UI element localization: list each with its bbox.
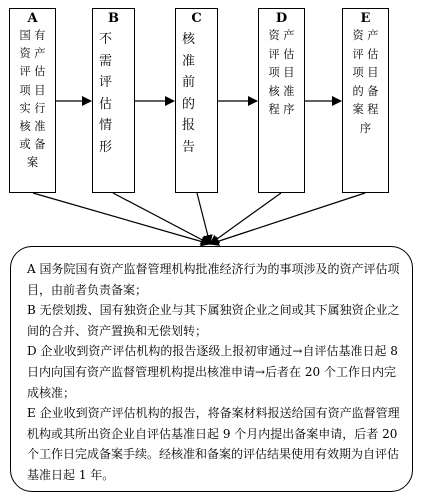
box-c-line: 的 (182, 96, 196, 112)
box-c-line: 报 (182, 118, 196, 133)
box-c-text (176, 29, 217, 158)
box-c-line: 准 (182, 53, 196, 69)
box-d-line: 项 目 (268, 66, 295, 79)
box-a-line: 资 产 (19, 47, 46, 61)
box-d-text (259, 27, 304, 120)
box-b-text (93, 29, 134, 158)
box-a-line: 评 估 (19, 65, 46, 79)
note-b: B 无偿划拨、国有独资企业与其下属独资企业之间或其下属独资企业之间的合并、资产置换和无偿划转； (27, 303, 400, 338)
box-d-line: 程 序 (268, 103, 295, 116)
box-d-letter: D (275, 11, 288, 26)
box-e-line: 序 (359, 121, 372, 135)
note-d: D 企业收到资产评估机构的报告逐级上报初审通过→自评估基准日起 8 日内向国有资产监督管理机构提出核准申请→后者在 20 个工作日内完成核准； (27, 344, 398, 400)
box-b-line: 评 (99, 75, 113, 90)
box-c-line: 核 (182, 32, 196, 47)
box-e-line: 评 估 (352, 47, 379, 61)
box-a (9, 8, 56, 193)
box-a-line: 项 目 (19, 83, 46, 97)
box-c (175, 8, 218, 193)
arrow-d-to-notes (210, 193, 281, 244)
box-b-line: 估 (99, 96, 113, 112)
box-c-line: 前 (182, 75, 196, 90)
note-a: A 国务院国有资产监督管理机构批准经济行为的事项涉及的资产评估项目，由前者负责备案； (27, 262, 400, 297)
box-e-line: 项 目 (352, 66, 379, 79)
box-b (92, 8, 135, 193)
box-c-line: 告 (182, 139, 196, 155)
box-a-line: 实 行 (19, 101, 46, 115)
box-e-line: 案 程 (352, 103, 379, 116)
box-a-text (10, 27, 55, 173)
box-d-line: 资 产 (268, 29, 295, 42)
arrow-e-to-notes (210, 193, 365, 244)
box-a-line: 核 准 (19, 120, 46, 134)
arrow-b-to-notes (113, 193, 210, 244)
box-d-line: 评 估 (268, 47, 295, 61)
box-b-letter: B (108, 11, 119, 26)
box-e-line: 的 备 (352, 84, 379, 98)
box-d-line: 核 准 (268, 84, 295, 98)
box-b-line: 需 (99, 53, 113, 69)
box-b-line: 形 (99, 139, 113, 155)
box-e-line: 资 产 (352, 29, 379, 42)
box-e-letter: E (360, 11, 371, 26)
box-e (342, 8, 389, 193)
box-d (258, 8, 305, 193)
arrow-a-to-notes (33, 193, 210, 244)
box-a-letter: A (27, 11, 38, 26)
box-a-line: 案 (26, 156, 39, 170)
box-b-line: 情 (99, 118, 113, 133)
note-e: E 企业收到资产评估机构的报告，将备案材料报送给国有资产监督管理机构或其所出资企业自评估基准日起 9 个月内提出备案申请，后者 20 个工作日完成备案手续。经核准和备案的评估结果使用有效期为自评估基准日起 1 年。 (27, 406, 400, 482)
box-e-text (343, 27, 388, 138)
box-c-letter: C (191, 11, 202, 26)
box-b-line: 不 (99, 32, 113, 47)
box-a-line: 或 备 (19, 138, 46, 152)
notes-box (10, 246, 413, 492)
box-a-line: 国 有 (19, 29, 46, 42)
arrow-c-to-notes (197, 193, 210, 244)
